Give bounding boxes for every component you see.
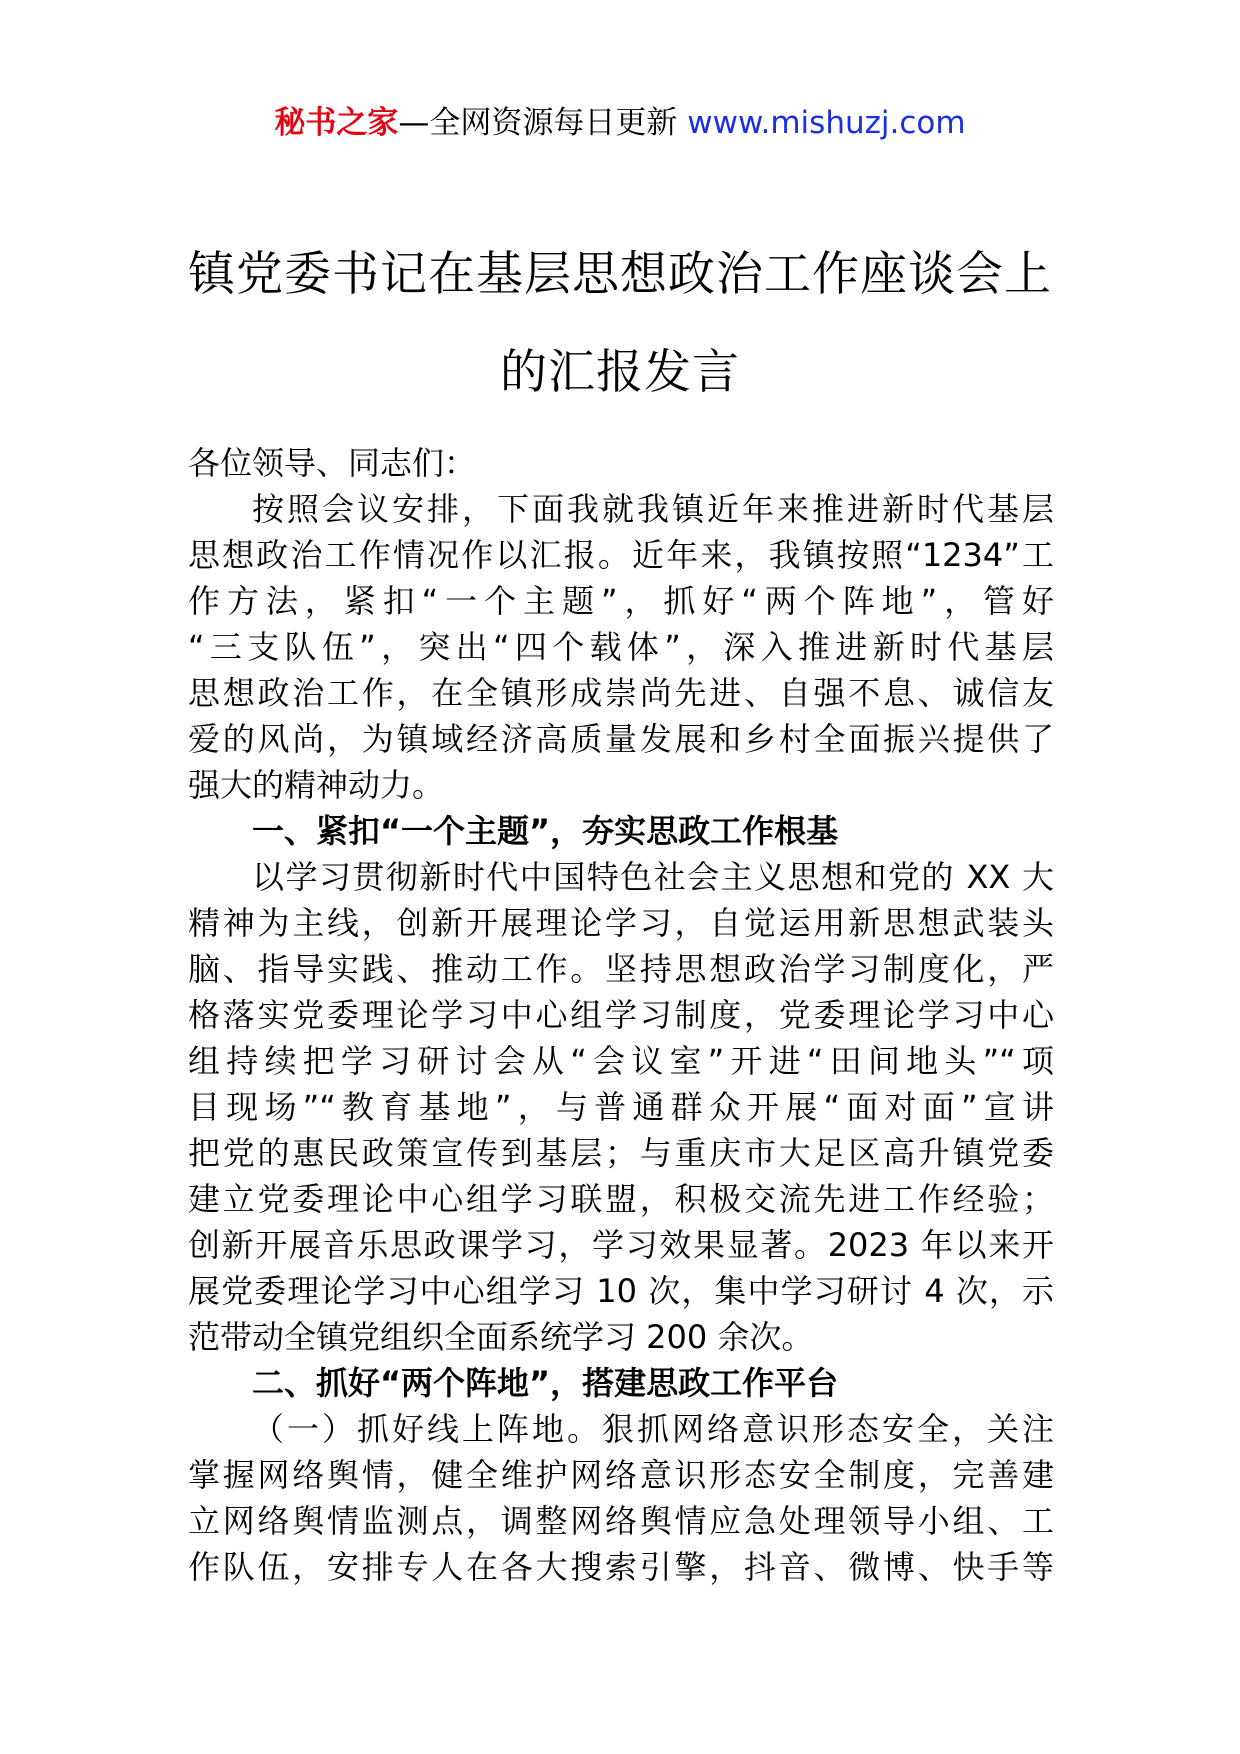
para2-line: 组持续把学习研讨会从“会议室”开进“田间地头”“项 — [188, 1042, 1054, 1080]
para1-line: 作方法，紧扣“一个主题”，抓好“两个阵地”，管好 — [188, 582, 1054, 620]
document-body — [188, 440, 1054, 1590]
para2-line: 把党的惠民政策宣传到基层；与重庆市大足区高升镇党委 — [188, 1134, 1054, 1172]
para3-line: 作队伍，安排专人在各大搜索引擎，抖音、微博、快手等 — [188, 1548, 1054, 1586]
site-banner — [0, 100, 1240, 146]
salutation: 各位领导、同志们： — [188, 444, 477, 482]
section-heading-2: 二、抓好“两个阵地”，搭建思政工作平台 — [252, 1364, 839, 1402]
para2-line: 创新开展音乐思政课学习，学习效果显著。2023 年以来开 — [188, 1226, 1054, 1264]
para3-line: 立网络舆情监测点，调整网络舆情应急处理领导小组、工 — [188, 1502, 1054, 1540]
para2-line: 格落实党委理论学习中心组学习制度，党委理论学习中心 — [188, 996, 1054, 1034]
section-heading-1: 一、紧扣“一个主题”，夯实思政工作根基 — [252, 812, 839, 850]
para2-line: 以学习贯彻新时代中国特色社会主义思想和党的 XX 大 — [252, 858, 1054, 896]
para1-line: 按照会议安排，下面我就我镇近年来推进新时代基层 — [252, 490, 1054, 528]
para1-line: “三支队伍”，突出“四个载体”，深入推进新时代基层 — [188, 628, 1054, 666]
document-title — [150, 226, 1090, 422]
para1-line: 思想政治工作，在全镇形成崇尚先进、自强不息、诚信友 — [188, 674, 1054, 712]
brand-name: 秘书之家 — [274, 105, 399, 141]
para2-line: 脑、指导实践、推动工作。坚持思想政治学习制度化，严 — [188, 950, 1054, 988]
title-line-2: 的汇报发言 — [500, 345, 740, 400]
banner-tagline: —全网资源每日更新 — [398, 105, 688, 141]
para3-line: 掌握网络舆情，健全维护网络意识形态安全制度，完善建 — [188, 1456, 1054, 1494]
para1-line: 爱的风尚，为镇域经济高质量发展和乡村全面振兴提供了 — [188, 720, 1054, 758]
para3-line: （一）抓好线上阵地。狠抓网络意识形态安全，关注 — [252, 1410, 1054, 1448]
para2-line: 建立党委理论中心组学习联盟，积极交流先进工作经验； — [188, 1180, 1054, 1218]
site-url-link[interactable]: www.mishuzj.com — [687, 105, 966, 141]
para1-line: 思想政治工作情况作以汇报。近年来，我镇按照“1234”工 — [188, 536, 1054, 574]
para1-line: 强大的精神动力。 — [188, 766, 445, 804]
para2-line: 范带动全镇党组织全面系统学习 200 余次。 — [188, 1318, 814, 1356]
title-line-1: 镇党委书记在基层思想政治工作座谈会上 — [188, 247, 1052, 302]
para2-line: 目现场”“教育基地”，与普通群众开展“面对面”宣讲 — [188, 1088, 1054, 1126]
para2-line: 精神为主线，创新开展理论学习，自觉运用新思想武装头 — [188, 904, 1054, 942]
para2-line: 展党委理论学习中心组学习 10 次，集中学习研讨 4 次，示 — [188, 1272, 1054, 1310]
